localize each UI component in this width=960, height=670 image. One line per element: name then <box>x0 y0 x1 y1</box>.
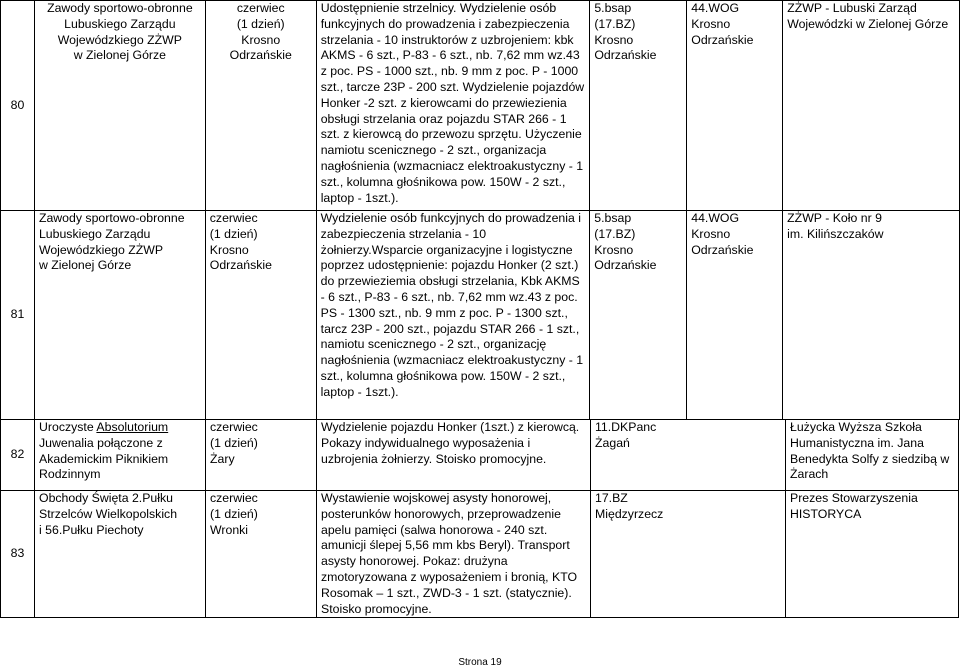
support-description: Wystawienie wojskowej asysty honorowej, posterunków honorowych, przeprowadzenie apelu pamięci (salwa honorowa - 240 szt. amunicji ślepej 5,56 mm kbs Beryl). Transport asysty honorowej. Pokaz: drużyna zmotoryzowana z wyposażeniem i bronią, KTO Rosomak – 1 szt., ZWD-3 - 1 szt. (statycznie). Stoisko promocyjne. <box>317 491 591 618</box>
military-unit: 5.bsap (17.BZ) Krosno Odrzańskie <box>590 211 687 420</box>
event-date-place: czerwiec (1 dzień) Krosno Odrzańskie <box>205 211 316 420</box>
event-name <box>35 420 206 491</box>
row-number: 81 <box>1 211 35 420</box>
table-row-81 <box>0 210 960 420</box>
event-name: Obchody Święta 2.Pułku Strzelców Wielkopolskich i 56.Pułku Piechoty <box>35 491 206 618</box>
support-description: Udostępnienie strzelnicy. Wydzielenie osób funkcyjnych do prowadzenia i zabezpieczenia strzelania - 10 instruktorów z uzbrojeniem: kbk AKMS - 6 szt., P-83 - 6 szt., nb. 7,62 mm wz.43 z poc. PS - 1000 szt., nb. 9 mm z poc. P - 1000 szt., tarcze 23P - 200 szt. Wydzielenie pojazdów Honker -2 szt. z kierowcami do przewiezienia obsługi strzelania oraz pojazdu STAR 266 - 1 szt. z kierowcą do przewozu sprzętu. Użyczenie namiotu scenicznego - 2 szt., organizacja nagłośnienia (wzmacniacz elektroakustyczny - 1 szt., kolumna głośnikowa pow. 150W - 2 szt., laptop - 1szt.). <box>316 1 590 211</box>
partner-organization: Łużycka Wyższa Szkoła Humanistyczna im. Jana Benedykta Solfy z siedzibą w Żarach <box>786 420 959 491</box>
partner-organization: ZŻWP - Koło nr 9 im. Kilińszczaków <box>783 211 960 420</box>
partner-organization: Prezes Stowarzyszenia HISTORYCA <box>786 491 959 618</box>
event-date-place: czerwiec (1 dzień) Żary <box>206 420 317 491</box>
row-number: 82 <box>1 420 35 491</box>
page-number: Strona 19 <box>458 657 502 668</box>
military-unit: 17.BZ Międzyrzecz <box>591 491 786 618</box>
event-name: Zawody sportowo-obronne Lubuskiego Zarządu Wojewódzkiego ZŻWP w Zielonej Górze <box>34 1 205 211</box>
table-row-80 <box>0 0 960 211</box>
event-name-underlined: Absolutorium <box>96 420 169 434</box>
support-description: Wydzielenie pojazdu Honker (1szt.) z kierowcą. Pokazy indywidualnego wyposażenia i uzbrojenia żołnierzy. Stoisko promocyjne. <box>317 420 591 491</box>
table-rows-82-83 <box>0 419 959 618</box>
wog-unit: 44.WOG Krosno Odrzańskie <box>687 211 783 420</box>
row-number: 83 <box>1 491 35 618</box>
event-name-rest: Juwenalia połączone z Akademickim Piknikiem Rodzinnym <box>39 435 169 482</box>
military-unit: 5.bsap (17.BZ) Krosno Odrzańskie <box>590 1 687 211</box>
row-number: 80 <box>1 1 35 211</box>
event-name-prefix: Uroczyste <box>39 420 97 434</box>
event-date-place: czerwiec (1 dzień) Wronki <box>206 491 317 618</box>
event-date-place: czerwiec (1 dzień) Krosno Odrzańskie <box>205 1 316 211</box>
partner-organization: ZŻWP - Lubuski Zarząd Wojewódzki w Zielonej Górze <box>783 1 960 211</box>
event-name: Zawody sportowo-obronne Lubuskiego Zarządu Wojewódzkiego ZŻWP w Zielonej Górze <box>34 211 205 420</box>
military-unit: 11.DKPanc Żagań <box>591 420 786 491</box>
wog-unit: 44.WOG Krosno Odrzańskie <box>687 1 783 211</box>
support-description: Wydzielenie osób funkcyjnych do prowadzenia i zabezpieczenia strzelania - 10 żołnierzy.Wsparcie organizacyjne i logistyczne poprzez udostępnienie: pojazdu Honker (2 szt.) do przewieziemia obsługi strzelania, Kbk AKMS - 6 szt., P-83 - 6 szt., nb. 7,62 mm wz.43 z poc. PS - 1300 szt., nb. 9 mm z poc. P - 1300 szt., tarcz 23P - 200 szt., pojazdu STAR 266 - 1 szt., namiotu scenicznego - 2 szt., organizację nagłośnienia (wzmacniacz elektroakustyczny - 1 szt., kolumna głośnikowa pow. 150W - 2 szt., laptop - 1szt.). <box>316 211 590 420</box>
